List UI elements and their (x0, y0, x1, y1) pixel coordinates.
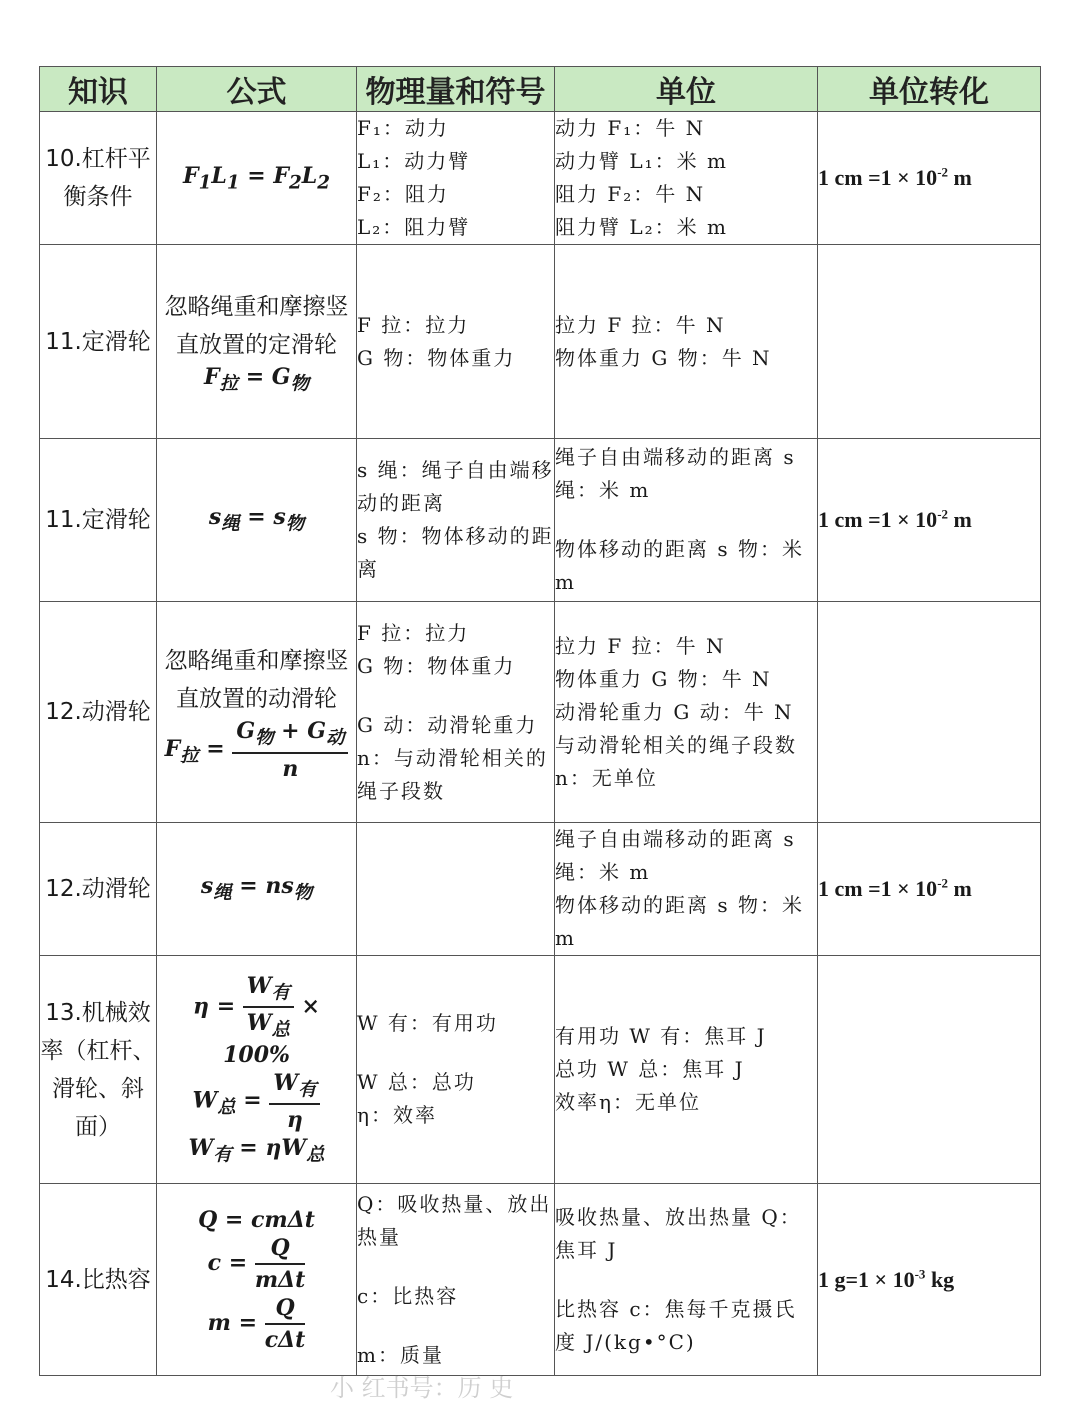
formula-note: 忽略绳重和摩擦竖直放置的定滑轮 (164, 293, 349, 358)
unit-line: 阻力 F₂：牛 N (555, 182, 706, 206)
conversion-text: 1 cm $=1 \times 10^{-2}$ m (818, 875, 972, 902)
knowledge-cell: 11.定滑轮 (40, 439, 157, 602)
conversion-cell (818, 439, 1041, 602)
formula-table (39, 66, 1041, 1376)
table-row (40, 1184, 1041, 1376)
conversion-cell (818, 602, 1041, 823)
symbols-cell (357, 439, 555, 602)
symbol-line: W 总：总功 (357, 1070, 476, 1094)
formula-cell (157, 439, 357, 602)
symbol-line: F 拉：拉力 (357, 312, 470, 337)
symbol-line: G 物：物体重力 (357, 653, 516, 678)
formula-mass: m = $\frac{Q}{\text{cΔt}}$ (207, 1294, 306, 1353)
symbols-cell (357, 245, 555, 439)
unit-cell (555, 602, 818, 823)
symbol-line: W 有：有用功 (357, 1011, 498, 1035)
conversion-text: 1 cm $=1 \times 10^{-2}$ m (818, 506, 972, 533)
conversion-cell (818, 1184, 1041, 1376)
unit-line: 绳子自由端移动的距离 s 绳：米 m (555, 827, 796, 884)
symbols-cell (357, 112, 555, 245)
unit-line: 物体重力 G 物：牛 N (555, 666, 772, 691)
symbol-line: F₁：动力 (357, 116, 449, 140)
header-knowledge: 知识 (40, 67, 157, 112)
conversion-text: 1 cm $=1 \times 10^{-2}$ m (818, 164, 972, 191)
knowledge-cell: 13.机械效率（杠杆、滑轮、斜面） (40, 956, 157, 1184)
knowledge-cell: 10.杠杆平衡条件 (40, 112, 157, 245)
unit-cell (555, 439, 818, 602)
formula-note: 忽略绳重和摩擦竖直放置的动滑轮 (164, 648, 349, 713)
table-row (40, 245, 1041, 439)
formula-cell (157, 1184, 357, 1376)
table-row (40, 602, 1041, 823)
knowledge-cell: 14.比热容 (40, 1184, 157, 1376)
unit-line: 拉力 F 拉：牛 N (555, 633, 726, 658)
symbol-line: m：质量 (357, 1342, 444, 1367)
symbol-line: s 物：物体移动的距离 (357, 524, 554, 581)
symbols-cell (357, 823, 555, 956)
knowledge-cell: 12.动滑轮 (40, 823, 157, 956)
unit-line: 效率η：无单位 (555, 1090, 701, 1114)
knowledge-cell: 12.动滑轮 (40, 602, 157, 823)
conversion-cell (818, 112, 1041, 245)
formula-cell (157, 245, 357, 439)
unit-line: 物体重力 G 物：牛 N (555, 345, 772, 370)
unit-cell (555, 956, 818, 1184)
knowledge-cell: 11.定滑轮 (40, 245, 157, 439)
header-symbols: 物理量和符号 (357, 67, 555, 112)
symbol-line: F 拉：拉力 (357, 620, 470, 645)
formula-cell (157, 112, 357, 245)
symbols-cell (357, 1184, 555, 1376)
formula-total-work: $W_总$ = $\frac{W_有}{\eta}$ (157, 1070, 356, 1133)
header-formula: 公式 (157, 67, 357, 112)
unit-line: 动力 F₁：牛 N (555, 116, 706, 140)
unit-line: 物体移动的距离 s 物：米 m (555, 537, 804, 594)
unit-cell (555, 112, 818, 245)
symbol-line: F₂：阻力 (357, 182, 449, 206)
unit-cell (555, 823, 818, 956)
unit-cell (555, 1184, 818, 1376)
unit-line: 阻力臂 L₂：米 m (555, 215, 728, 239)
symbol-line: c：比热容 (357, 1283, 459, 1308)
unit-line: 总功 W 总：焦耳 J (555, 1057, 745, 1081)
unit-line: 动力臂 L₁：米 m (555, 149, 728, 173)
formula-fixed-pulley-force: $F_拉 = G_物$ (204, 363, 309, 395)
formula-lever: $F_1L_1 = F_2L_2$ (182, 162, 331, 194)
conversion-cell (818, 245, 1041, 439)
conversion-cell (818, 823, 1041, 956)
unit-line: 比热容 c：焦每千克摄氏度 J/(kg•°C) (555, 1296, 797, 1354)
symbol-line: L₁：动力臂 (357, 149, 471, 173)
formula-efficiency: η = $\frac{W_有}{W_总}$ × 100% (193, 972, 320, 1068)
symbols-cell (357, 956, 555, 1184)
unit-line: 吸收热量、放出热量 Q：焦耳 J (555, 1204, 802, 1262)
symbol-line: L₂：阻力臂 (357, 215, 471, 239)
conversion-cell (818, 956, 1041, 1184)
formula-heat: Q = cmΔt (198, 1206, 315, 1233)
header-row (40, 67, 1041, 112)
header-conversion: 单位转化 (818, 67, 1041, 112)
symbol-line: G 动：动滑轮重力 (357, 712, 538, 737)
symbol-line: s 绳：绳子自由端移动的距离 (357, 458, 554, 515)
formula-fixed-pulley-distance: $s_绳 = s_物$ (208, 504, 305, 535)
conversion-text: 1 $g=1 \times 10^{-3}$ kg (818, 1266, 955, 1292)
unit-line: 动滑轮重力 G 动：牛 N (555, 699, 794, 724)
formula-cell (157, 602, 357, 823)
symbol-line: η：效率 (357, 1103, 437, 1127)
unit-line: 与动滑轮相关的绳子段数 n：无单位 (555, 732, 797, 790)
symbol-line: G 物：物体重力 (357, 345, 516, 370)
symbol-line: Q：吸收热量、放出热量 (357, 1191, 552, 1249)
formula-useful-work: $W_有 = \eta W_总$ (188, 1134, 325, 1166)
formula-movable-pulley-distance: $s_绳 = ns_物$ (200, 873, 313, 904)
unit-cell (555, 245, 818, 439)
formula-movable-pulley-force: $F_拉$ = $\frac{G_物 + G_动}{n}$ (165, 736, 349, 762)
table-row (40, 112, 1041, 245)
table-row (40, 823, 1041, 956)
symbol-line: n：与动滑轮相关的绳子段数 (357, 745, 548, 803)
unit-line: 绳子自由端移动的距离 s 绳：米 m (555, 445, 796, 502)
formula-specific-heat: c = $\frac{Q}{\text{mΔt}}$ (207, 1234, 306, 1293)
formula-cell (157, 823, 357, 956)
unit-line: 拉力 F 拉：牛 N (555, 312, 726, 337)
watermark: 小 红书号：历 史 (330, 1374, 514, 1402)
table-row (40, 439, 1041, 602)
unit-line: 物体移动的距离 s 物：米 m (555, 893, 804, 950)
header-unit: 单位 (555, 67, 818, 112)
unit-line: 有用功 W 有：焦耳 J (555, 1024, 767, 1048)
table-row (40, 956, 1041, 1184)
formula-cell (157, 956, 357, 1184)
symbols-cell (357, 602, 555, 823)
